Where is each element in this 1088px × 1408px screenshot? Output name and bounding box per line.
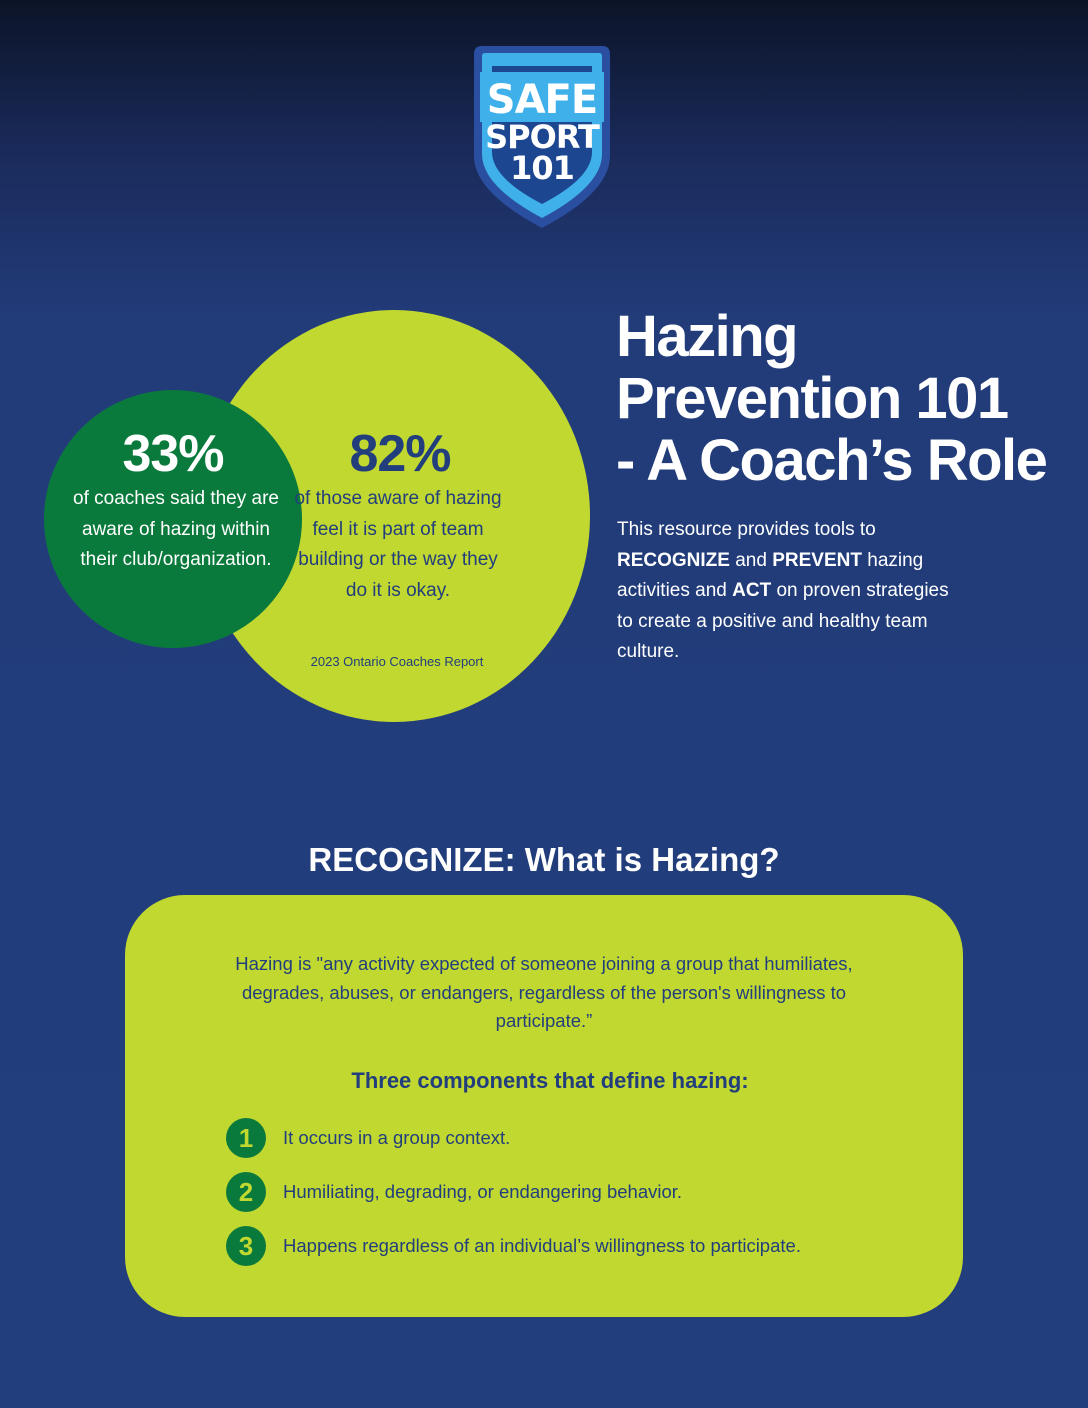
stat-coaches-aware-value: 33% (122, 425, 224, 483)
title-line-2: Prevention 101 (616, 366, 1008, 431)
component-item (226, 1118, 926, 1158)
logo-word-safe: SAFE (486, 77, 598, 123)
stat-source: 2023 Ontario Coaches Report (310, 654, 484, 669)
intro-act: ACT (732, 580, 772, 601)
number-1-icon: 1 (226, 1118, 266, 1158)
title-line-3: - A Coach’s Role (616, 428, 1047, 493)
component-text: Humiliating, degrading, or endangering behavior. (283, 1181, 683, 1202)
title-line-1: Hazing (616, 304, 798, 369)
intro-prevent: PREVENT (772, 549, 862, 571)
number-3-icon: 3 (226, 1226, 266, 1266)
intro-text-1: This resource provides tools to (617, 519, 876, 540)
intro-paragraph (617, 515, 957, 668)
component-text: It occurs in a group context. (283, 1127, 511, 1148)
component-item (226, 1226, 926, 1266)
components-heading: Three components that define hazing: (351, 1068, 749, 1093)
section-heading: RECOGNIZE: What is Hazing? (308, 841, 780, 878)
stat-team-building-text: of those aware of hazing feel it is part of team building or the way they do it is okay. (294, 488, 502, 601)
logo-word-101: 101 (510, 149, 574, 187)
safe-sport-101-logo (472, 44, 612, 230)
component-text: Happens regardless of an individual’s willingness to participate. (283, 1235, 801, 1256)
logo-word-sport: SPORT (485, 118, 599, 156)
intro-text-3: hazing activities and (617, 549, 924, 601)
intro-text-4: on proven strategies to create a positive and healthy team culture. (617, 580, 949, 662)
component-item (226, 1172, 926, 1212)
stat-team-building-value: 82% (349, 425, 451, 483)
stat-coaches-aware-text: of coaches said they are aware of hazing within their club/organization. (73, 488, 279, 570)
page-title (616, 306, 1076, 492)
hazing-definition: Hazing is "any activity expected of someone joining a group that humiliates, degrades, abuses, or endangers, regardless of the person's willingness to participate.” (235, 953, 853, 1031)
intro-recognize: RECOGNIZE (617, 549, 730, 571)
number-2-icon: 2 (226, 1172, 266, 1212)
intro-text-2: and (729, 549, 773, 571)
